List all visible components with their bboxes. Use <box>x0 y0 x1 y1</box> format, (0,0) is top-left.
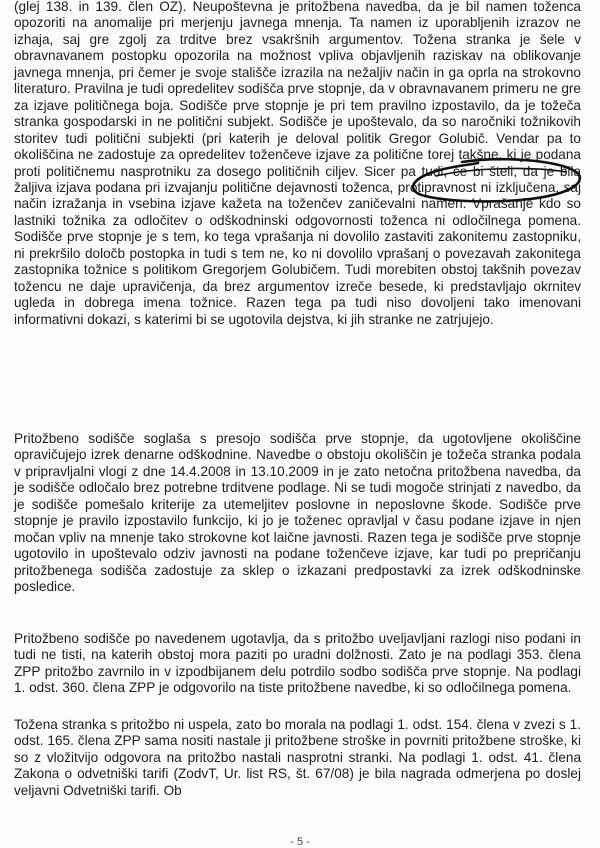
paragraph-4: Tožena stranka s pritožbo ni uspela, zato bo morala na podlagi 1. odst. 154. člena v zvezi s 1. odst. 165. člena ZPP sama nositi nastale ji pritožbene stroške in povrniti pritožbene stroške, ki so z vložitvijo odgovora na pritožbo nastali nasprotni stranki. Na podlagi 1. odst. 41. člena Zakona o odvetniški tarifi (ZodvT, Ur. list RS, št. 67/08) je bila nagrada odmerjena po doslej veljavni Odvetniški tarifi. Ob <box>14 717 581 798</box>
paragraph-2: Pritožbeno sodišče soglaša s presojo sodišča prve stopnje, da ugotovljene okoliščine opravičujejo izrek denarne odškodnine. Navedbe o obstoju okoliščin je tožeča stranka podala v pripravljalni vlogi z dne 14.4.2008 in 13.10.2009 in je zato netočna pritožbena navedba, da je sodišče odločalo brez potrebne trditvene podlage. Ni se tudi mogoče strinjati z navedbo, da je sodišče pomešalo kriterije za utemeljitev poslovne in neposlovne škode. Sodišče prve stopnje je pravilo izpostavilo funkcijo, ki jo je toženec opravljal v času podane izjave in njen močan vpliv na mnenje tako strokovne kot laične javnosti. Razen tega je sodišče prve stopnje ugotovilo in upoštevalo odziv javnosti na podane toženčeve izjave, kar tudi po prepričanju pritožbenega sodišča zadostuje za sklep o izkazani predpostavki za izrek odškodninske posledice. <box>14 431 581 595</box>
page-number: - 5 - <box>290 836 310 848</box>
paragraph-1: (glej 138. in 139. člen OZ). Neupoštevna je pritožbena navedba, da je bil namen toženca opozoriti na anomalije pri merjenju javnega mnenja. Ta namen iz uporabljenih izrazov ne izhaja, saj gre zgolj za trditve brez vsakršnih argumentov. Tožena stranka je šele v obravnavanem postopku opozorila na možnost vpliva objavljenih raziskav na oblikovanje javnega mnenja, pri čemer je svoje stališče izrazila na nežaljiv način in ga oprla na strokovno literaturo. Pravilna je tudi opredelitev sodišča prve stopnje, da v obravnavanem primeru ne gre za izjave političnega boja. Sodišče prve stopnje je pri tem pravilno izpostavilo, da je tožeča stranka gospodarski in ne politični subjekt. Sodišče je upoštevalo, da so naročniki tožnikovih storitev tudi politični subjekti (pri katerih je deloval politik Gregor Golubič. Vendar pa to okoliščina ne zadostuje za opredelitev toženčeve izjave za politične torej takšne, ki je podana proti političnemu nasprotniku za dosego političnih ciljev. Sicer pa tudi, če bi šteli, da je bila žaljiva izjava podana pri izvajanju politične dejavnosti toženca, protipravnost ni izključena, saj način izražanja in vsebina izjave kažeta na toženčev zaničevalni namen. Vprašanje kdo so lastniki tožnika za odločitev o odškodninski odgovornosti toženca ni odločilnega pomena. Sodišče prve stopnje je s tem, ko tega vprašanja ni dovolilo zastaviti zakonitemu zastopniku, ni prekršilo določb postopka in tudi s tem ne, ko ni dovolilo vprašanj o povezavah zakonitega zastopnika tožnice s politikom Gregorjem Golubičem. Tudi morebiten obstoj takšnih povezav tožencu ne daje upravičenja, da brez argumentov izreče besede, ki predstavljajo okrnitev ugleda in dobrega imena tožnice. Razen tega pa tudi niso dovoljeni tako imenovani informativni dokazi, s katerimi bi se ugotovila dejstva, ki jih stranke ne zatrjujejo. <box>14 0 581 327</box>
paragraph-3: Pritožbeno sodišče po navedenem ugotavlja, da s pritožbo uveljavljani razlogi niso podani in tudi ne tisti, na katerih obstoj mora paziti po uradni dolžnosti. Zato je na podlagi 353. člena ZPP pritožbo zavrnilo in v izpodbijanem delu potrdilo sodbo sodišča prve stopnje. Na podlagi 1. odst. 360. člena ZPP je odgovorilo na tiste pritožbene navedbe, ki so odločilnega pomena. <box>14 631 581 696</box>
